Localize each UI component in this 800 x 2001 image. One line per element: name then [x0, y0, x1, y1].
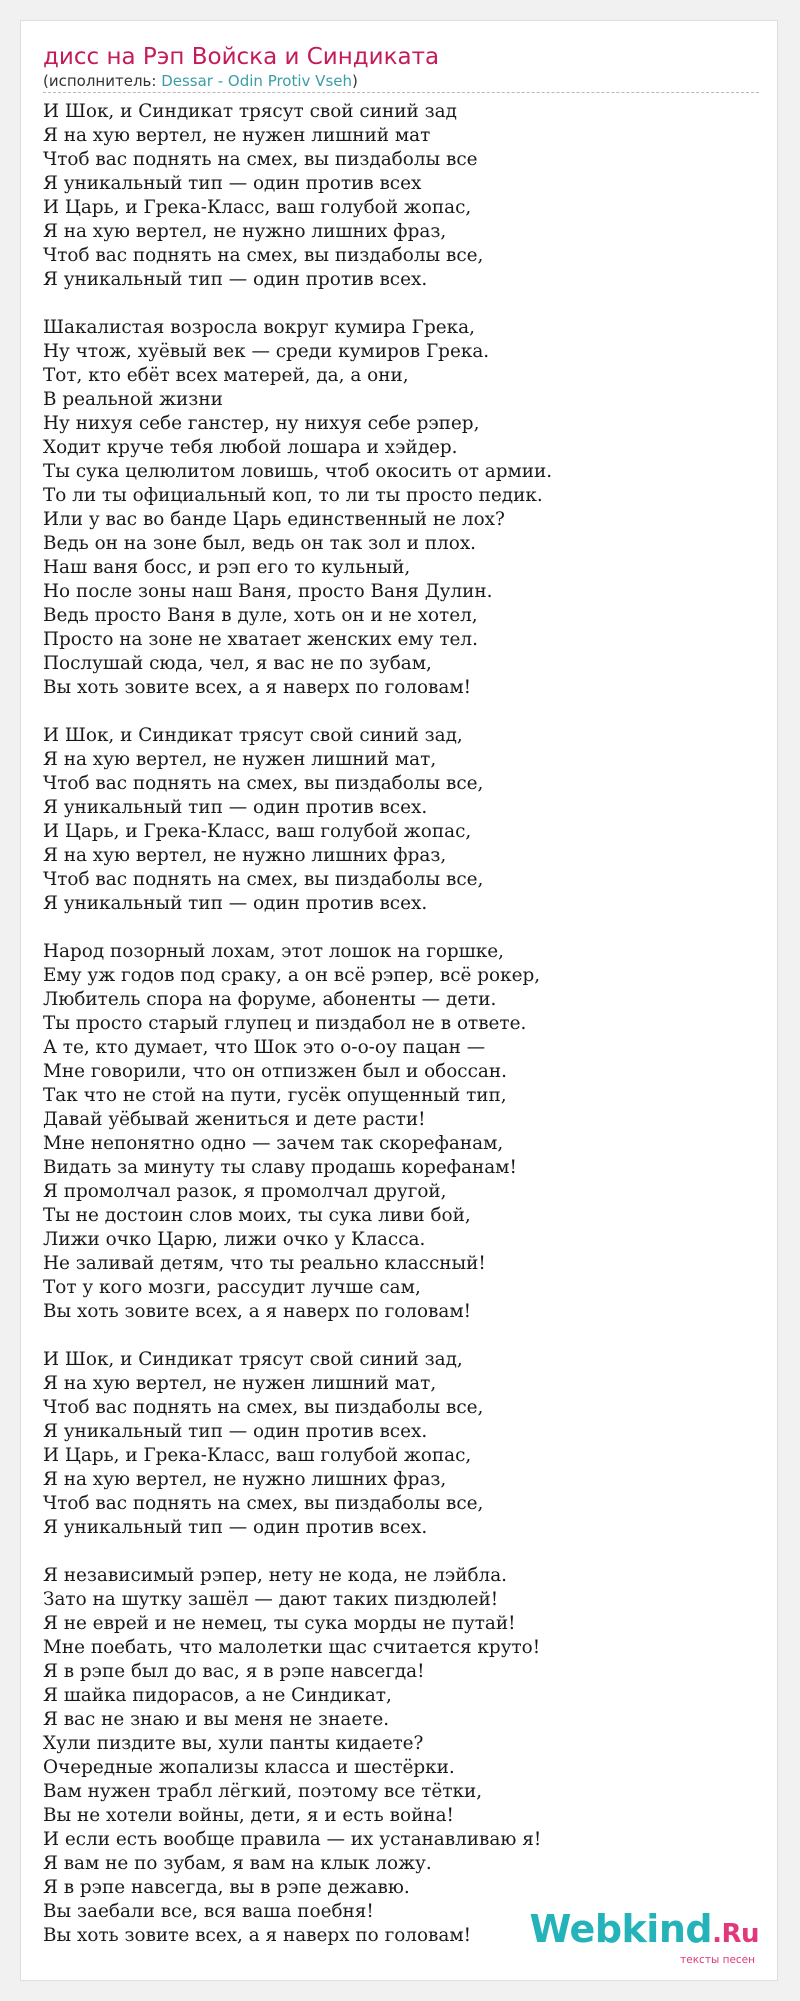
artist-link[interactable]: Dessar - Odin Protiv Vseh: [161, 72, 352, 90]
logo-tagline: тексты песен: [680, 1954, 755, 1966]
logo-tld: .Ru: [712, 1919, 759, 1949]
site-logo[interactable]: [529, 1909, 759, 1966]
lyrics-card: [20, 20, 778, 1981]
artist-prefix: (исполнитель:: [43, 72, 162, 90]
song-title: дисс на Рэп Войска и Синдиката: [43, 44, 440, 70]
artist-suffix: ): [352, 72, 358, 90]
logo-wordmark: [529, 1909, 759, 1954]
artist-line: [43, 71, 759, 93]
lyrics-text: И Шок, и Синдикат трясут свой синий зад Я на хую вертел, не нужен лишний мат Чтоб вас поднять на смех, вы пиздаболы все Я уникальный тип — один против всех И Царь, и Грека-Класс, ваш голубой жопас, Я на хую вертел, не нужно лишних фраз, Чтоб вас поднять на смех, вы пиздаболы все, Я уникальный тип — один против всех. Шакалистая возросла вокруг кумира Грека, Ну чтож, хуёвый век — среди кумиров Грека. Тот, кто ебёт всех матерей, да, а они, В реальной жизни Ну нихуя себе ганстер, ну нихуя себе рэпер, Ходит круче тебя любой лошара и хэйдер. Ты сука целюлитом ловишь, чтоб окосить от армии. То ли ты официальный коп, то ли ты просто педик. Или у вас во банде Царь единственный не лох? Ведь он на зоне был, ведь он так зол и плох. Наш ваня босс, и рэп его то кульный, Но после зоны наш Ваня, просто Ваня Дулин. Ведь просто Ваня в дуле, хоть он и не хотел, Просто на зоне не хватает женских ему тел. Послушай сюда, чел, я вас не по зубам, Вы хоть зовите всех, а я наверх по головам! И Шок, и Синдикат трясут свой синий зад, Я на хую вертел, не нужен лишний мат, Чтоб вас поднять на смех, вы пиздаболы все, Я уникальный тип — один против всех. И Царь, и Грека-Класс, ваш голубой жопас, Я на хую вертел, не нужно лишних фраз, Чтоб вас поднять на смех, вы пиздаболы все, Я уникальный тип — один против всех. Народ позорный лохам, этот лошок на горшке, Ему уж годов под сраку, а он всё рэпер, всё рокер, Любитель спора на форуме, абоненты — дети. Ты просто старый глупец и пиздабол не в ответе. А те, кто думает, что Шок это о-о-оу пацан — Мне говорили, что он отпизжен был и обоссан. Так что не стой на пути, гусёк опущенный тип, Давай уёбывай жениться и дете расти! Мне непонятно одно — зачем так скорефанам, Видать за минуту ты славу продашь корефанам! Я промолчал разок, я промолчал другой, Ты не достоин слов моих, ты сука ливи бой, Лижи очко Царю, лижи очко у Класса. Не заливай детям, что ты реально классный! Тот у кого мозги, рассудит лучше сам, Вы хоть зовите всех, а я наверх по головам! И Шок, и Синдикат трясут свой синий зад, Я на хую вертел, не нужен лишний мат, Чтоб вас поднять на смех, вы пиздаболы все, Я уникальный тип — один против всех. И Царь, и Грека-Класс, ваш голубой жопас, Я на хую вертел, не нужно лишних фраз, Чтоб вас поднять на смех, вы пиздаболы все, Я уникальный тип — один против всех. Я независимый рэпер, нету не кода, не лэйбла. Зато на шутку зашёл — дают таких пиздюлей! Я не еврей и не немец, ты сука морды не путай! Мне поебать, что малолетки щас считается круто! Я в рэпе был до вас, я в рэпе навсегда! Я шайка пидорасов, а не Синдикат, Я вас не знаю и вы меня не знаете. Хули пиздите вы, хули панты кидаете? Очередные жопализы класса и шестёрки. Вам нужен трабл лёгкий, поэтому все тётки, Вы не хотели войны, дети, я и есть война! И если есть вообще правила — их устанавливаю я! Я вам не по зубам, я вам на клык ложу. Я в рэпе навсегда, вы в рэпе дежавю. Вы заебали все, вся ваша поебня! Вы хоть зовите всех, а я наверх по головам!: [43, 101, 553, 1946]
logo-main-text: Webkind: [529, 1907, 713, 1951]
